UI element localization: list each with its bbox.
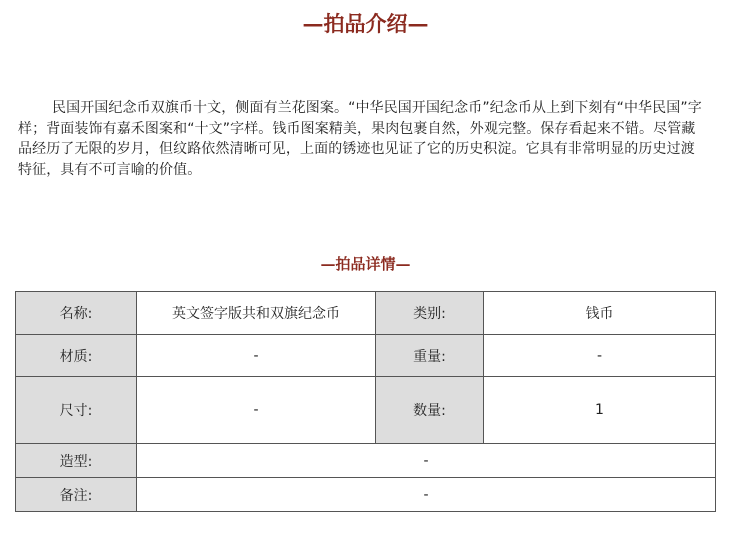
table-row	[16, 335, 716, 377]
size-label: 尺寸:	[16, 377, 137, 444]
details-table	[15, 291, 716, 512]
quantity-value: 1	[484, 377, 716, 444]
category-value: 钱币	[484, 292, 716, 335]
page-title: —拍品介绍—	[302, 11, 429, 36]
size-value: -	[137, 377, 376, 444]
remarks-label: 备注:	[16, 478, 137, 512]
details-title: —拍品详情—	[320, 255, 411, 273]
table-row	[16, 444, 716, 478]
material-label: 材质:	[16, 335, 137, 377]
intro-paragraph: 民国开国纪念币双旗币十文，侧面有兰花图案。“中华民国开国纪念币”纪念币从上到下刻有“中华民国”字样；背面装饰有嘉禾图案和“十文”字样。钱币图案精美，果肉包裹自然，外观完整。保存看起来不错。尽管藏品经历了无限的岁月，但纹路依然清晰可见，上面的锈迹也见证了它的历史积淀。它具有非常明显的历史过渡特征，具有不可言喻的价值。	[18, 100, 702, 178]
remarks-value: -	[137, 478, 716, 512]
name-label: 名称:	[16, 292, 137, 335]
shape-value: -	[137, 444, 716, 478]
table-row	[16, 292, 716, 335]
weight-label: 重量:	[376, 335, 484, 377]
weight-value: -	[484, 335, 716, 377]
table-row	[16, 478, 716, 512]
shape-label: 造型:	[16, 444, 137, 478]
table-row	[16, 377, 716, 444]
name-value: 英文签字版共和双旗纪念币	[137, 292, 376, 335]
category-label: 类别:	[376, 292, 484, 335]
quantity-label: 数量:	[376, 377, 484, 444]
material-value: -	[137, 335, 376, 377]
